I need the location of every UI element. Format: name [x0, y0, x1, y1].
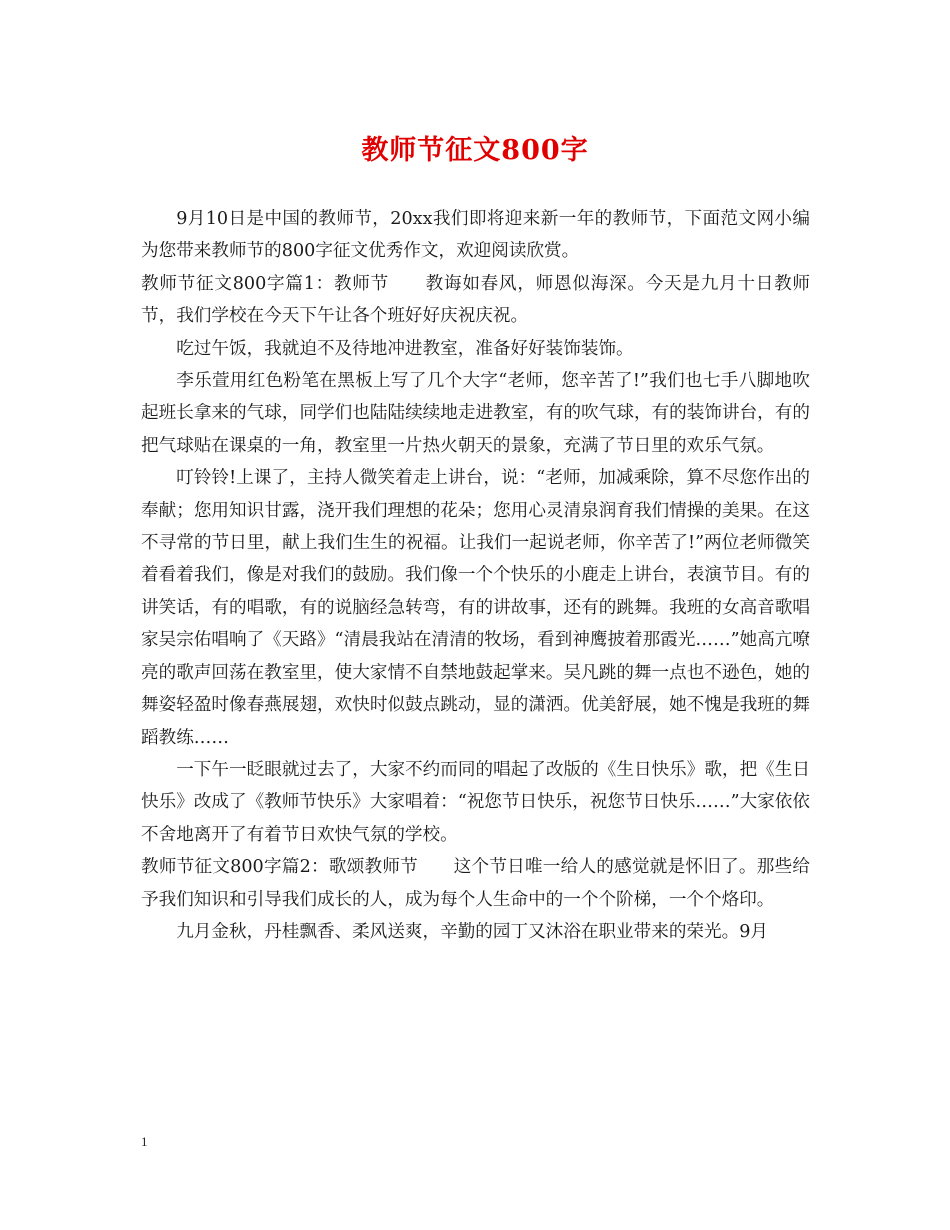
paragraph: 教师节征文800字篇1：教师节 教诲如春风，师恩似海深。今天是九月十日教师节，我们学校在今天下午让各个班好好庆祝庆祝。	[141, 273, 810, 327]
paragraph: 一下午一眨眼就过去了，大家不约而同的唱起了改版的《生日快乐》歌，把《生日快乐》改成了《教师节快乐》大家唱着：“祝您节日快乐，祝您节日快乐……”大家依依不舍地离开了有着节日欢快气氛的学校。	[141, 759, 810, 845]
paragraph: 叮铃铃!上课了，主持人微笑着走上讲台，说：“老师，加减乘除，算不尽您作出的奉献；您用知识甘露，浇开我们理想的花朵；您用心灵清泉润育我们情操的美果。在这不寻常的节日里，献上我们生生的祝福。让我们一起说老师，你辛苦了!”两位老师微笑着看着我们，像是对我们的鼓励。我们像一个个快乐的小鹿走上讲台，表演节目。有的讲笑话，有的唱歌，有的说脑经急转弯，有的讲故事，还有的跳舞。我班的女高音歌唱家吴宗佑唱响了《天路》“清晨我站在清清的牧场，看到神鹰披着那霞光……”她高亢嘹亮的歌声回荡在教室里，使大家情不自禁地鼓起掌来。吴凡跳的舞一点也不逊色，她的舞姿轻盈时像春燕展翅，欢快时似鼓点跳动，显的潇洒。优美舒展，她不愧是我班的舞蹈教练……	[141, 468, 810, 748]
page-number: 1	[141, 1134, 148, 1149]
article-body	[141, 203, 810, 948]
paragraph: 吃过午饭，我就迫不及待地冲进教室，准备好好装饰装饰。	[176, 338, 634, 359]
paragraph: 李乐萱用红色粉笔在黑板上写了几个大字“老师，您辛苦了!”我们也七手八脚地吹起班长拿来的气球，同学们也陆陆续续地走进教室，有的吹气球，有的装饰讲台，有的把气球贴在课桌的一角，教室里一片热火朝天的景象，充满了节日里的欢乐气氛。	[141, 371, 810, 456]
paragraph: 教师节征文800字篇2：歌颂教师节 这个节日唯一给人的感觉就是怀旧了。那些给予我们知识和引导我们成长的人，成为每个人生命中的一个个阶梯，一个个烙印。	[141, 857, 810, 910]
page-title: 教师节征文800字	[361, 135, 589, 166]
paragraph: 9月10日是中国的教师节，20xx我们即将迎来新一年的教师节，下面范文网小编为您带来教师节的800字征文优秀作文，欢迎阅读欣赏。	[141, 209, 810, 262]
paragraph: 九月金秋，丹桂飘香、柔风送爽，辛勤的园丁又沐浴在职业带来的荣光。9月	[176, 921, 768, 942]
